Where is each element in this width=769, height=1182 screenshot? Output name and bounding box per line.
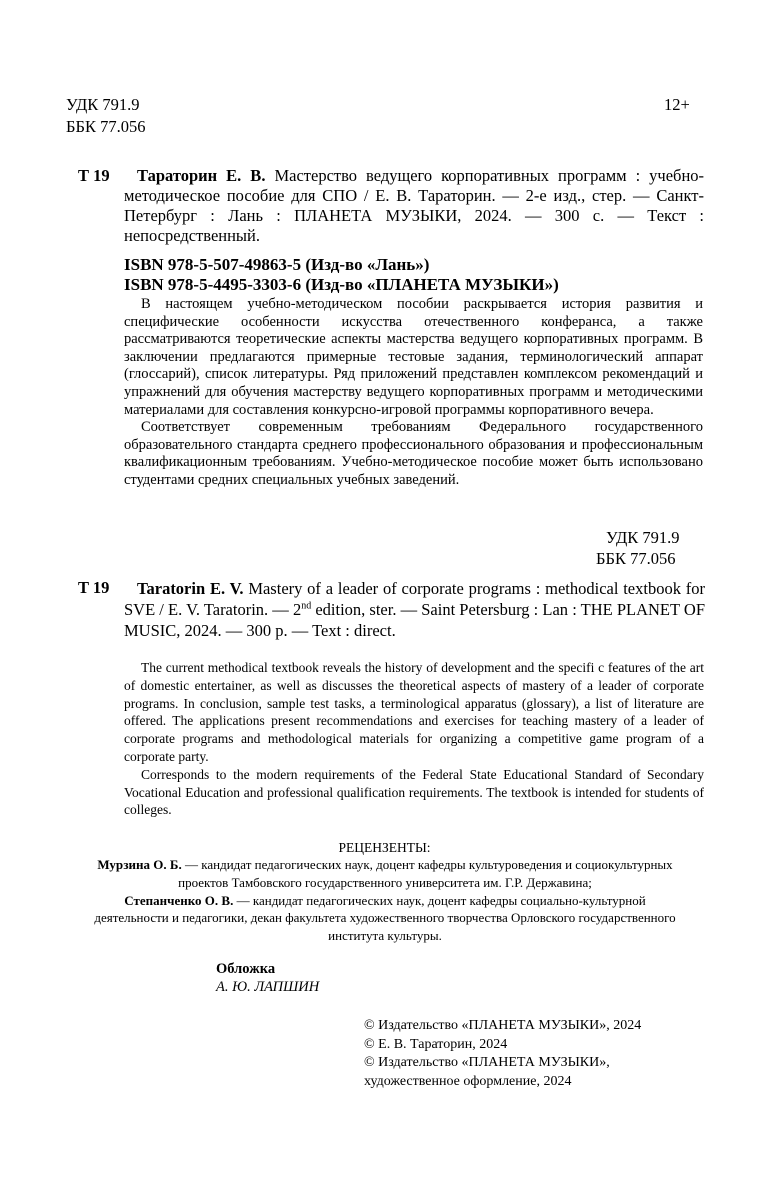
en-abstract-para-1: The current methodical textbook reveals the history of development and the specifi c features of the art of domestic entertainer, as well as discusses the theoretical aspects of mastery of a leader of corporate programs. In conclusion, sample test tasks, a terminological apparatus (glossary), a list of literature are offered. The applications present recommendations and exercises for teaching mastery of a leader of corporate programs and methodological materials for organizing a competitive game program of a corporate party. — [124, 660, 704, 764]
ru-bbk: ББК 77.056 — [596, 549, 676, 568]
copyright-block — [364, 1017, 641, 1091]
en-desc-text-2: edition, ster. — Saint Petersburg : Lan : THE PLANET OF MUSIC, 2024. — 300 p. — Text : direct. — [124, 600, 705, 640]
udk-header: УДК 791.9 — [66, 95, 140, 114]
en-author: Taratorin E. V. — [137, 579, 244, 598]
reviewer-1-name: Мурзина О. Б. — [97, 857, 182, 872]
ru-desc-text: Мастерство ведущего корпоративных программ : учебно-методическое пособие для СПО / Е. В. Тараторин. — 2-е изд., стер. — Санкт-Петербург : Лань : ПЛАНЕТА МУЗЫКИ, 2024. — 300 с. — Текст : непосредственный. — [124, 166, 705, 245]
en-desc-superscript: nd — [301, 600, 312, 612]
reviewer-1 — [86, 856, 684, 892]
ru-isbn-2: ISBN 978-5-4495-3303-6 (Изд-во «ПЛАНЕТА МУЗЫКИ») — [124, 275, 559, 294]
reviewer-2-text: — кандидат педагогических наук, доцент кафедры социально-культурной деятельности и педагогики, декан факультета художественного творчества Орловского государственного института культуры. — [94, 892, 676, 944]
reviewers-heading: РЕЦЕНЗЕНТЫ: — [338, 840, 431, 855]
ru-code: Т 19 — [78, 166, 110, 185]
copyright-line-4: художественное оформление, 2024 — [364, 1073, 572, 1089]
en-abstract — [124, 659, 704, 819]
ru-abstract — [124, 296, 703, 490]
ru-description — [124, 166, 704, 246]
en-description — [124, 578, 705, 641]
reviewers-list — [86, 856, 684, 945]
en-code: T 19 — [78, 578, 110, 597]
ru-isbn-1: ISBN 978-5-507-49863-5 (Изд-во «Лань») — [124, 255, 430, 274]
ru-author: Тараторин Е. В. — [137, 166, 266, 185]
en-desc-text-1: Mastery of a leader of corporate programs : methodical textbook for SVE / E. V. Taratorin. — 2 — [124, 579, 706, 619]
bbk-header: ББК 77.056 — [66, 117, 146, 136]
ru-udk: УДК 791.9 — [606, 528, 680, 547]
ru-abstract-para-2: Соответствует современным требованиям Федерального государственного образовательного стандарта среднего профессионального образования и профессиональным квалификационным требованиям. Учебно-методическое пособие может быть использовано студентами средних специальных учебных заведений. — [124, 419, 703, 488]
reviewer-2-name: Степанченко О. В. — [124, 892, 234, 908]
age-rating: 12+ — [664, 95, 690, 114]
cover-label: Обложка — [216, 961, 276, 977]
copyright-line-1: © Издательство «ПЛАНЕТА МУЗЫКИ», 2024 — [364, 1018, 642, 1033]
copyright-line-2: © Е. В. Тараторин, 2024 — [364, 1036, 508, 1052]
copyright-line-3: © Издательство «ПЛАНЕТА МУЗЫКИ», — [364, 1055, 610, 1070]
ru-abstract-para-1: В настоящем учебно-методическом пособии раскрывается история развития и специфические особенности искусства отечественного конферанса, а также рассматриваются теоретические аспекты мастерства ведущего корпоративных программ. В заключении предлагаются примерные тестовые задания, терминологический аппарат (глоссарий), список литературы. Ряд приложений представлен комплексом рекомендаций и упражнений для обучения мастерству ведущего корпоративных программ и методическими материалами для составления конкурсно-игровой программы корпоративного вечера. — [124, 296, 703, 418]
reviewer-1-text: — кандидат педагогических наук, доцент кафедры культуроведения и социокультурных проектов Тамбовского государственного университета им. Г.Р. Державина; — [178, 857, 673, 890]
en-abstract-para-2: Corresponds to the modern requirements of the Federal State Educational Standard of Secondary Vocational Education and professional qualification requirements. The textbook is intended for students of colleges. — [124, 766, 704, 818]
cover-artist: А. Ю. ЛАПШИН — [216, 979, 320, 995]
reviewer-2 — [86, 892, 684, 945]
